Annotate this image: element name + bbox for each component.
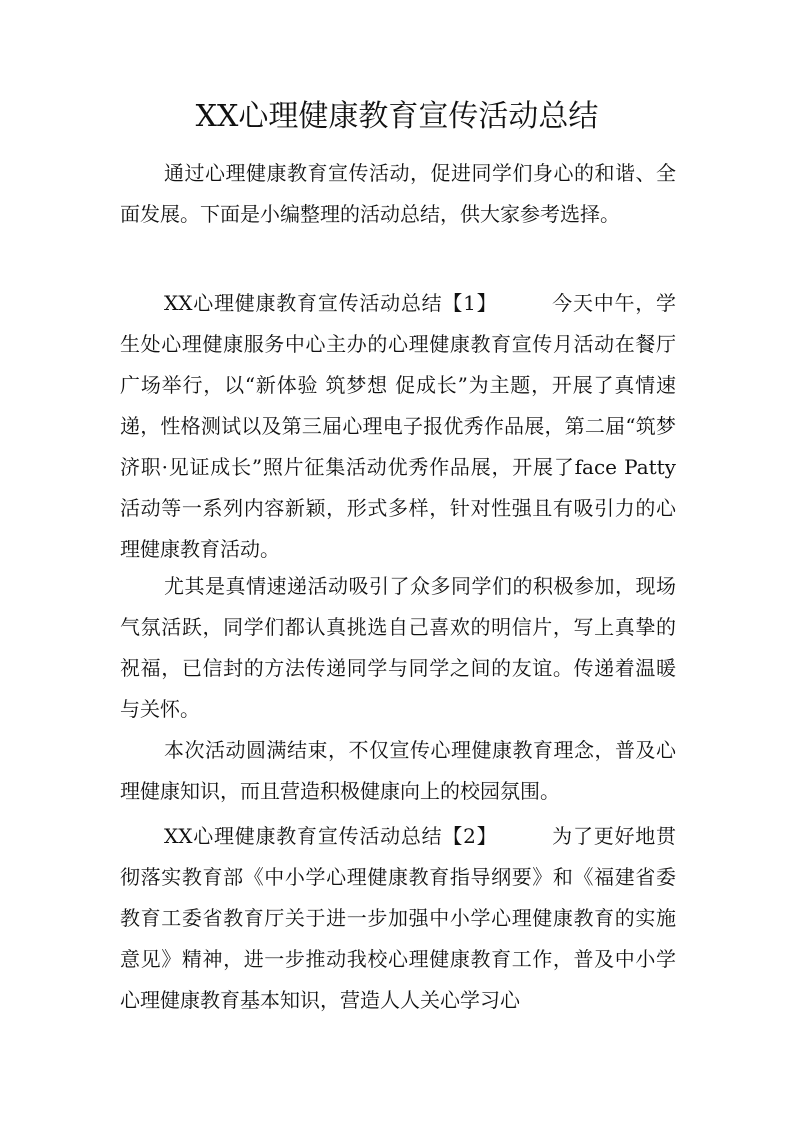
intro-paragraph: 通过心理健康教育宣传活动，促进同学们身心的和谐、全面发展。下面是小编整理的活动总结，供大家参考选择。 [120,161,676,226]
section-2-text: 为了更好地贯彻落实教育部《中小学心理健康教育指导纲要》和《福建省委教育工委省教育厅关于进一步加强中小学心理健康教育的实施意见》精神，进一步推动我校心理健康教育工作，普及中小学心理健康教育基本知识，营造人人关心学习心 [120,824,677,1012]
section-1-text: 今天中午，学生处心理健康服务中心主办的心理健康教育宣传月活动在餐厅广场举行，以“新体验 筑梦想 促成长”为主题，开展了真情速递，性格测试以及第三届心理电子报优秀作品展，第二届“筑梦济职·见证成长”照片征集活动优秀作品展，开展了face Patty活动等一系列内容新颖，形式多样，针对性强且有吸引力的心理健康教育活动。 [120,291,677,561]
paragraph-2: 尤其是真情速递活动吸引了众多同学们的积极参加，现场气氛活跃，同学们都认真挑选自己喜欢的明信片，写上真挚的祝福，已信封的方法传递同学与同学之间的友谊。传递着温暖与关怀。 [120,574,676,721]
section-2-heading: XX心理健康教育宣传活动总结【2】 [164,824,498,848]
section-2-paragraph [120,816,676,1021]
section-1-heading: XX心理健康教育宣传活动总结【1】 [164,291,498,315]
section-1-paragraph [120,283,676,570]
document-title: XX心理健康教育宣传活动总结 [195,99,599,134]
paragraph-3: 本次活动圆满结束，不仅宣传心理健康教育理念，普及心理健康知识，而且营造积极健康向上的校园氛围。 [120,738,676,803]
